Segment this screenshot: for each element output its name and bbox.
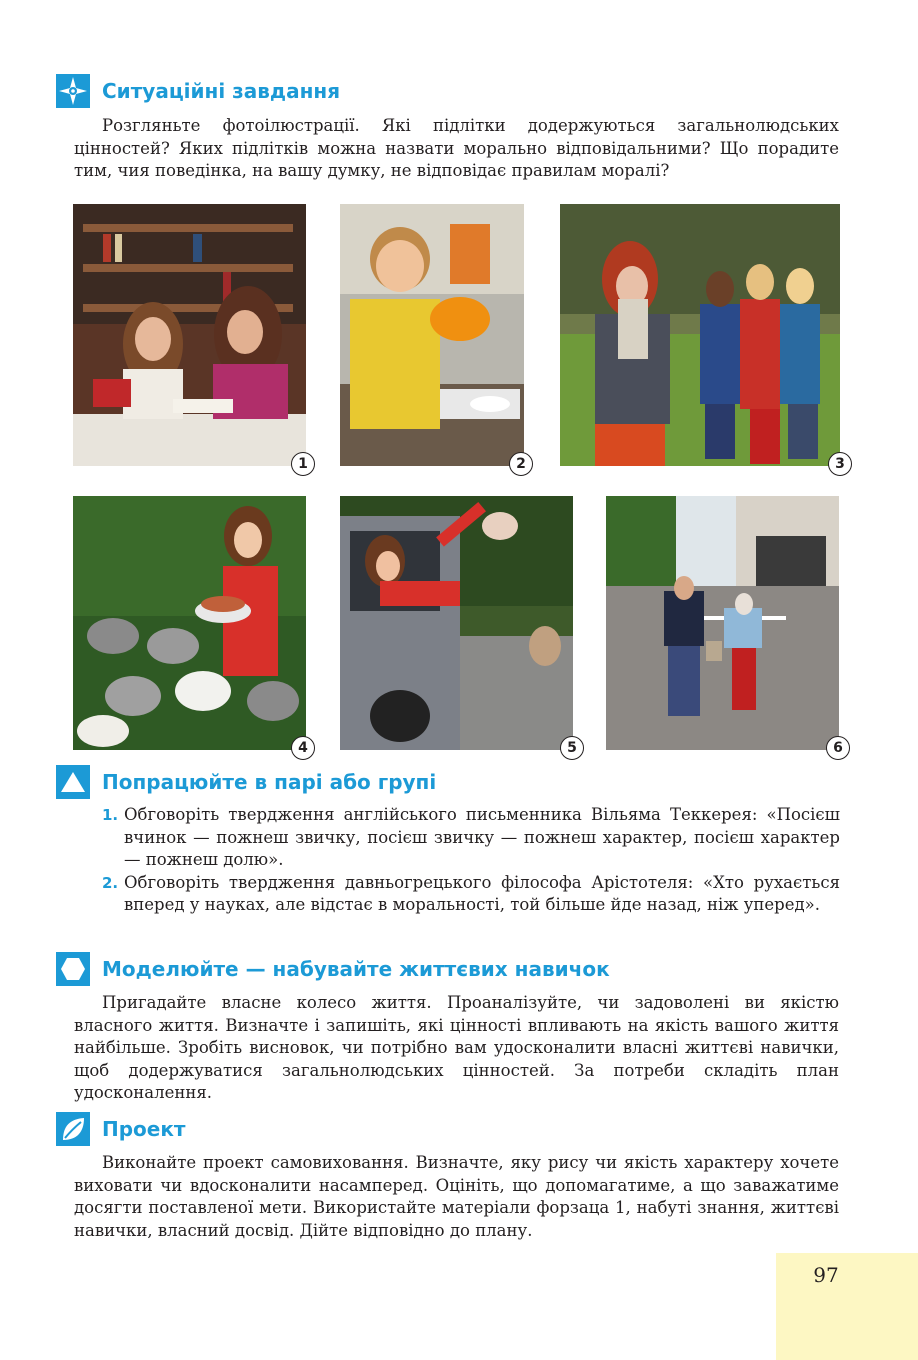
photo-badge-6: 6: [826, 736, 850, 760]
section-header-pair-work: [56, 765, 436, 799]
situational-text: Розгляньте фотоілюстрації. Які підлітки додержуються загальнолюдських цінностей? Яких підлітків можна назвати морально відповідальними? Що порадите тим, чия поведінка, на вашу думку, не відповідає правилам моралі?: [74, 116, 839, 180]
page-number-tab: [776, 1253, 918, 1360]
triangle-icon: [56, 765, 90, 799]
compass-star-icon: [56, 74, 90, 108]
photo-badge-1: 1: [291, 452, 315, 476]
list-item-text: Обговоріть твердження давньогрецького філософа Арістотеля: «Хто рухається вперед у науках, але відстає в моральності, той більше йде назад, ніж уперед».: [124, 872, 840, 914]
photo-badge-2: 2: [509, 452, 533, 476]
section-header-situational: [56, 74, 340, 108]
list-item: [102, 804, 840, 872]
pair-work-list: [102, 804, 840, 917]
list-item-text: Обговоріть твердження англійського письменника Вільяма Теккерея: «Посієш вчинок — пожнеш звичку, посієш звичку — пожнеш характер, посієш характер — пожнеш долю».: [124, 805, 840, 869]
model-text: Пригадайте власне колесо життя. Проаналізуйте, чи задоволені ви якістю власного життя. Визначте і запишіть, які цінності впливають на якість вашого життя найбільше. Зробіть висновок, чи потрібно вам удосконалити власні життєві навички, щоб додержуватися загальнолюдських цінностей. За потреби складіть план удосконалення.: [74, 993, 839, 1102]
section-title-situational: Ситуаційні завдання: [102, 79, 341, 103]
list-item-number: 1.: [102, 806, 119, 824]
section-title-project: Проект: [102, 1117, 186, 1141]
photo-library-girls: [73, 204, 306, 466]
photo-badge-3: 3: [828, 452, 852, 476]
photo-girl-littering-from-car: [340, 496, 573, 750]
section-header-project: [56, 1112, 186, 1146]
photo-helping-elderly-woman: [606, 496, 839, 750]
section-title-pair-work: Попрацюйте в парі або групі: [102, 770, 437, 794]
section-header-model: [56, 952, 610, 986]
photo-boy-washing-dishes: [340, 204, 524, 466]
hexagon-icon: [56, 952, 90, 986]
photo-badge-4: 4: [291, 736, 315, 760]
list-item: [102, 872, 840, 917]
list-item-number: 2.: [102, 873, 119, 892]
leaf-icon: [56, 1112, 90, 1146]
project-text: Виконайте проект самовиховання. Визначте, яку рису чи якість характеру хочете виховати чи вдосконалити насамперед. Оцініть, що допомагатиме, а що заважатиме досягти поставленої мети. Використайте матеріали форзаца 1, набуті знання, життєві навички, власний досвід. Дійте відповідно до плану.: [74, 1153, 839, 1240]
photo-badge-5: 5: [560, 736, 584, 760]
photo-girls-gossiping: [560, 204, 840, 466]
page-number: 97: [813, 1263, 839, 1287]
section-title-model: Моделюйте — набувайте життєвих навичок: [102, 957, 610, 981]
photo-girl-feeding-chickens: [73, 496, 306, 750]
